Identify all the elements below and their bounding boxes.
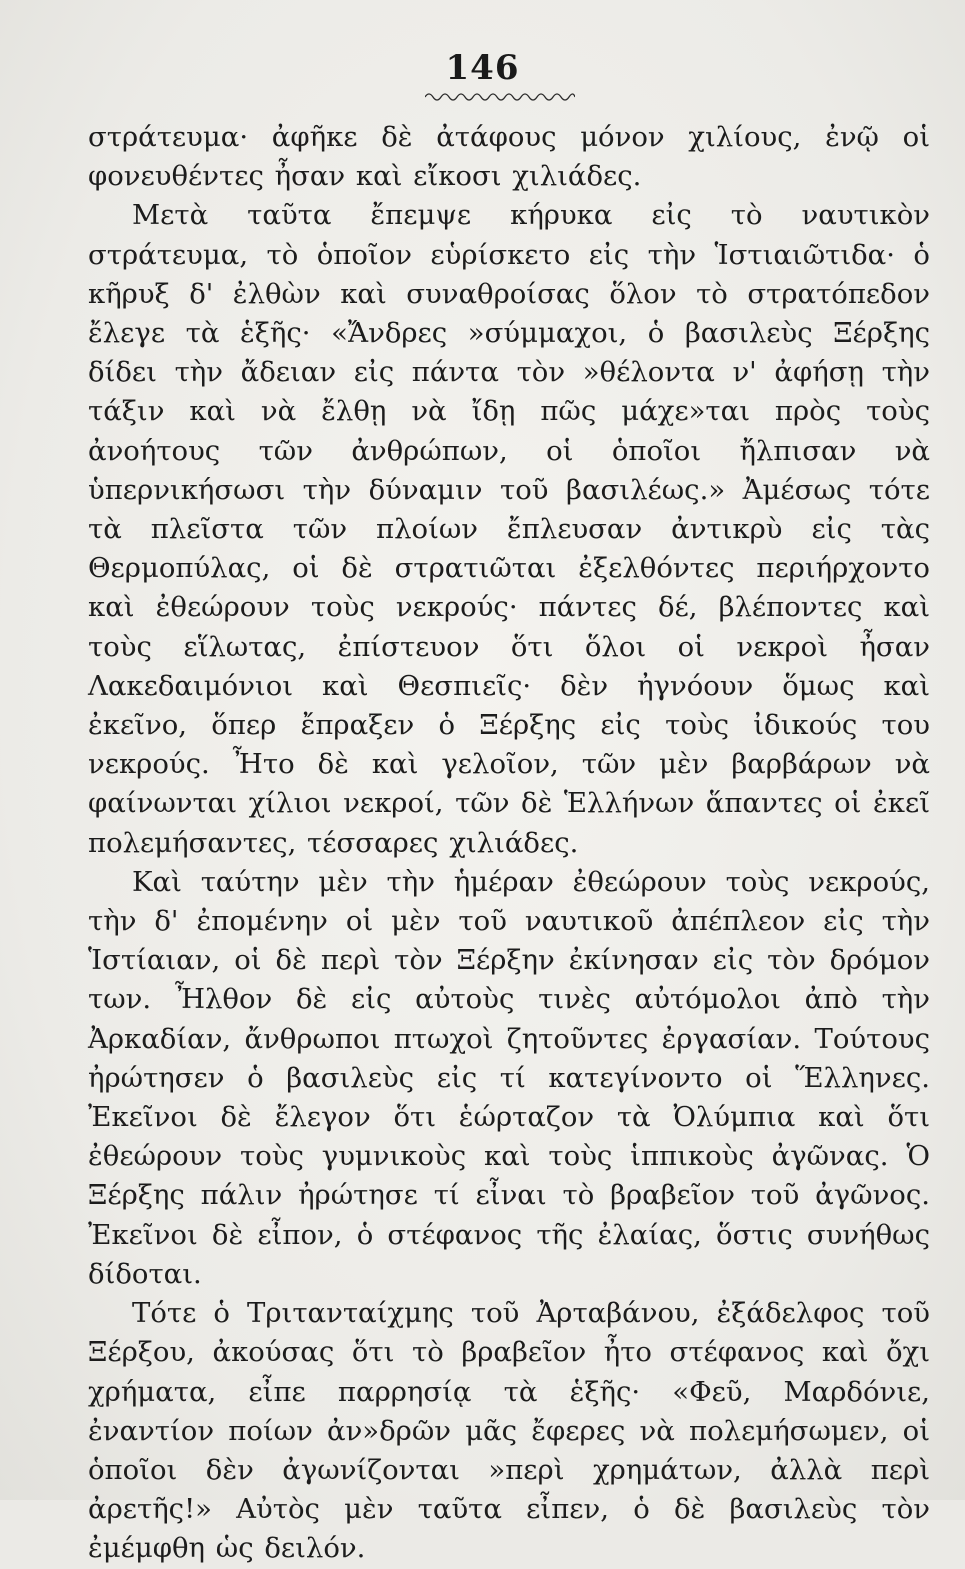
paragraph-1: στράτευμα· ἀφῆκε δὲ ἀτάφους μόνον χιλίους, ἐνῷ οἱ φονευθέντες ἦσαν καὶ εἴκοσι χιλιάδες.: [88, 121, 930, 193]
wavy-rule-ornament: [425, 90, 575, 104]
paragraph-3: Καὶ ταύτην μὲν τὴν ἡμέραν ἐθεώρουν τοὺς νεκρούς, τὴν δ' ἐπομένην οἱ μὲν τοῦ ναυτικοῦ ἀπέπλεον εἰς τὴν Ἱστίαιαν, οἱ δὲ περὶ τὸν Ξέρξην ἐκίνησαν εἰς τὸν δρόμον των. Ἦλθον δὲ εἰς αὐτοὺς τινὲς αὐτόμολοι ἀπὸ τὴν Ἀρκαδίαν, ἄνθρωποι πτωχοὶ ζητοῦντες ἐργασίαν. Τούτους ἠρώτησεν ὁ βασιλεὺς εἰς τί κατεγίνοντο οἱ Ἕλληνες. Ἐκεῖνοι δὲ ἔλεγον ὅτι ἑώρταζον τὰ Ὀλύμπια καὶ ὅτι ἐθεώρουν τοὺς γυμνικοὺς καὶ τοὺς ἱππικοὺς ἀγῶνας. Ὁ Ξέρξης πάλιν ἠρώτησε τί εἶναι τὸ βραβεῖον τοῦ ἀγῶνος. Ἐκεῖνοι δὲ εἶπον, ὁ στέφανος τῆς ἐλαίας, ὅστις συνήθως δίδοται.: [88, 865, 930, 1290]
paragraph-4: Τότε ὁ Τριτανταίχμης τοῦ Ἀρταβάνου, ἐξάδελφος τοῦ Ξέρξου, ἀκούσας ὅτι τὸ βραβεῖον ἦτο στέφανος καὶ ὄχι χρήματα, εἶπε παρρησίᾳ τὰ ἑξῆς· «Φεῦ, Μαρδόνιε, ἐναντίον ποίων ἀν»δρῶν μᾶς ἔφερες νὰ πολεμήσωμεν, οἱ ὁποῖοι δὲν ἀγωνίζονται »περὶ χρημάτων, ἀλλὰ περὶ ἀρετῆς!» Αὐτὸς μὲν ταῦτα εἶπεν, ὁ δὲ βασιλεὺς τὸν ἐμέμφθη ὡς δειλόν.: [88, 1297, 930, 1565]
page-number: 146: [445, 48, 520, 88]
paragraph-2: Μετὰ ταῦτα ἔπεμψε κήρυκα εἰς τὸ ναυτικὸν στράτευμα, τὸ ὁποῖον εὑρίσκετο εἰς τὴν Ἱστιαιῶτιδα· ὁ κῆρυξ δ' ἐλθὼν καὶ συναθροίσας ὅλον τὸ στρατόπεδον ἔλεγε τὰ ἑξῆς· «Ἄνδρες »σύμμαχοι, ὁ βασιλεὺς Ξέρξης δίδει τὴν ἄδειαν εἰς πάντα τὸν »θέλοντα ν' ἀφήσῃ τὴν τάξιν καὶ νὰ ἔλθῃ νὰ ἴδῃ πῶς μάχε»ται πρὸς τοὺς ἀνοήτους τῶν ἀνθρώπων, οἱ ὁποῖοι ἤλπισαν νὰ ὑπερνικήσωσι τὴν δύναμιν τοῦ βασιλέως.» Ἀμέσως τότε τὰ πλεῖστα τῶν πλοίων ἔπλευσαν ἀντικρὺ εἰς τὰς Θερμοπύλας, οἱ δὲ στρατιῶται ἐξελθόντες περιήρχοντο καὶ ἐθεώρουν τοὺς νεκρούς· πάντες δέ, βλέποντες καὶ τοὺς εἵλωτας, ἐπίστευον ὅτι ὅλοι οἱ νεκροὶ ἦσαν Λακεδαιμόνιοι καὶ Θεσπιεῖς· δὲν ἠγνόουν ὅμως καὶ ἐκεῖνο, ὅπερ ἔπραξεν ὁ Ξέρξης εἰς τοὺς ἰδικούς του νεκρούς. Ἦτο δὲ καὶ γελοῖον, τῶν μὲν βαρβάρων νὰ φαίνωνται χίλιοι νεκροί, τῶν δὲ Ἑλλήνων ἅπαντες οἱ ἐκεῖ πολεμήσαντες, τέσσαρες χιλιάδες.: [88, 199, 930, 859]
body-text: [88, 118, 930, 1569]
